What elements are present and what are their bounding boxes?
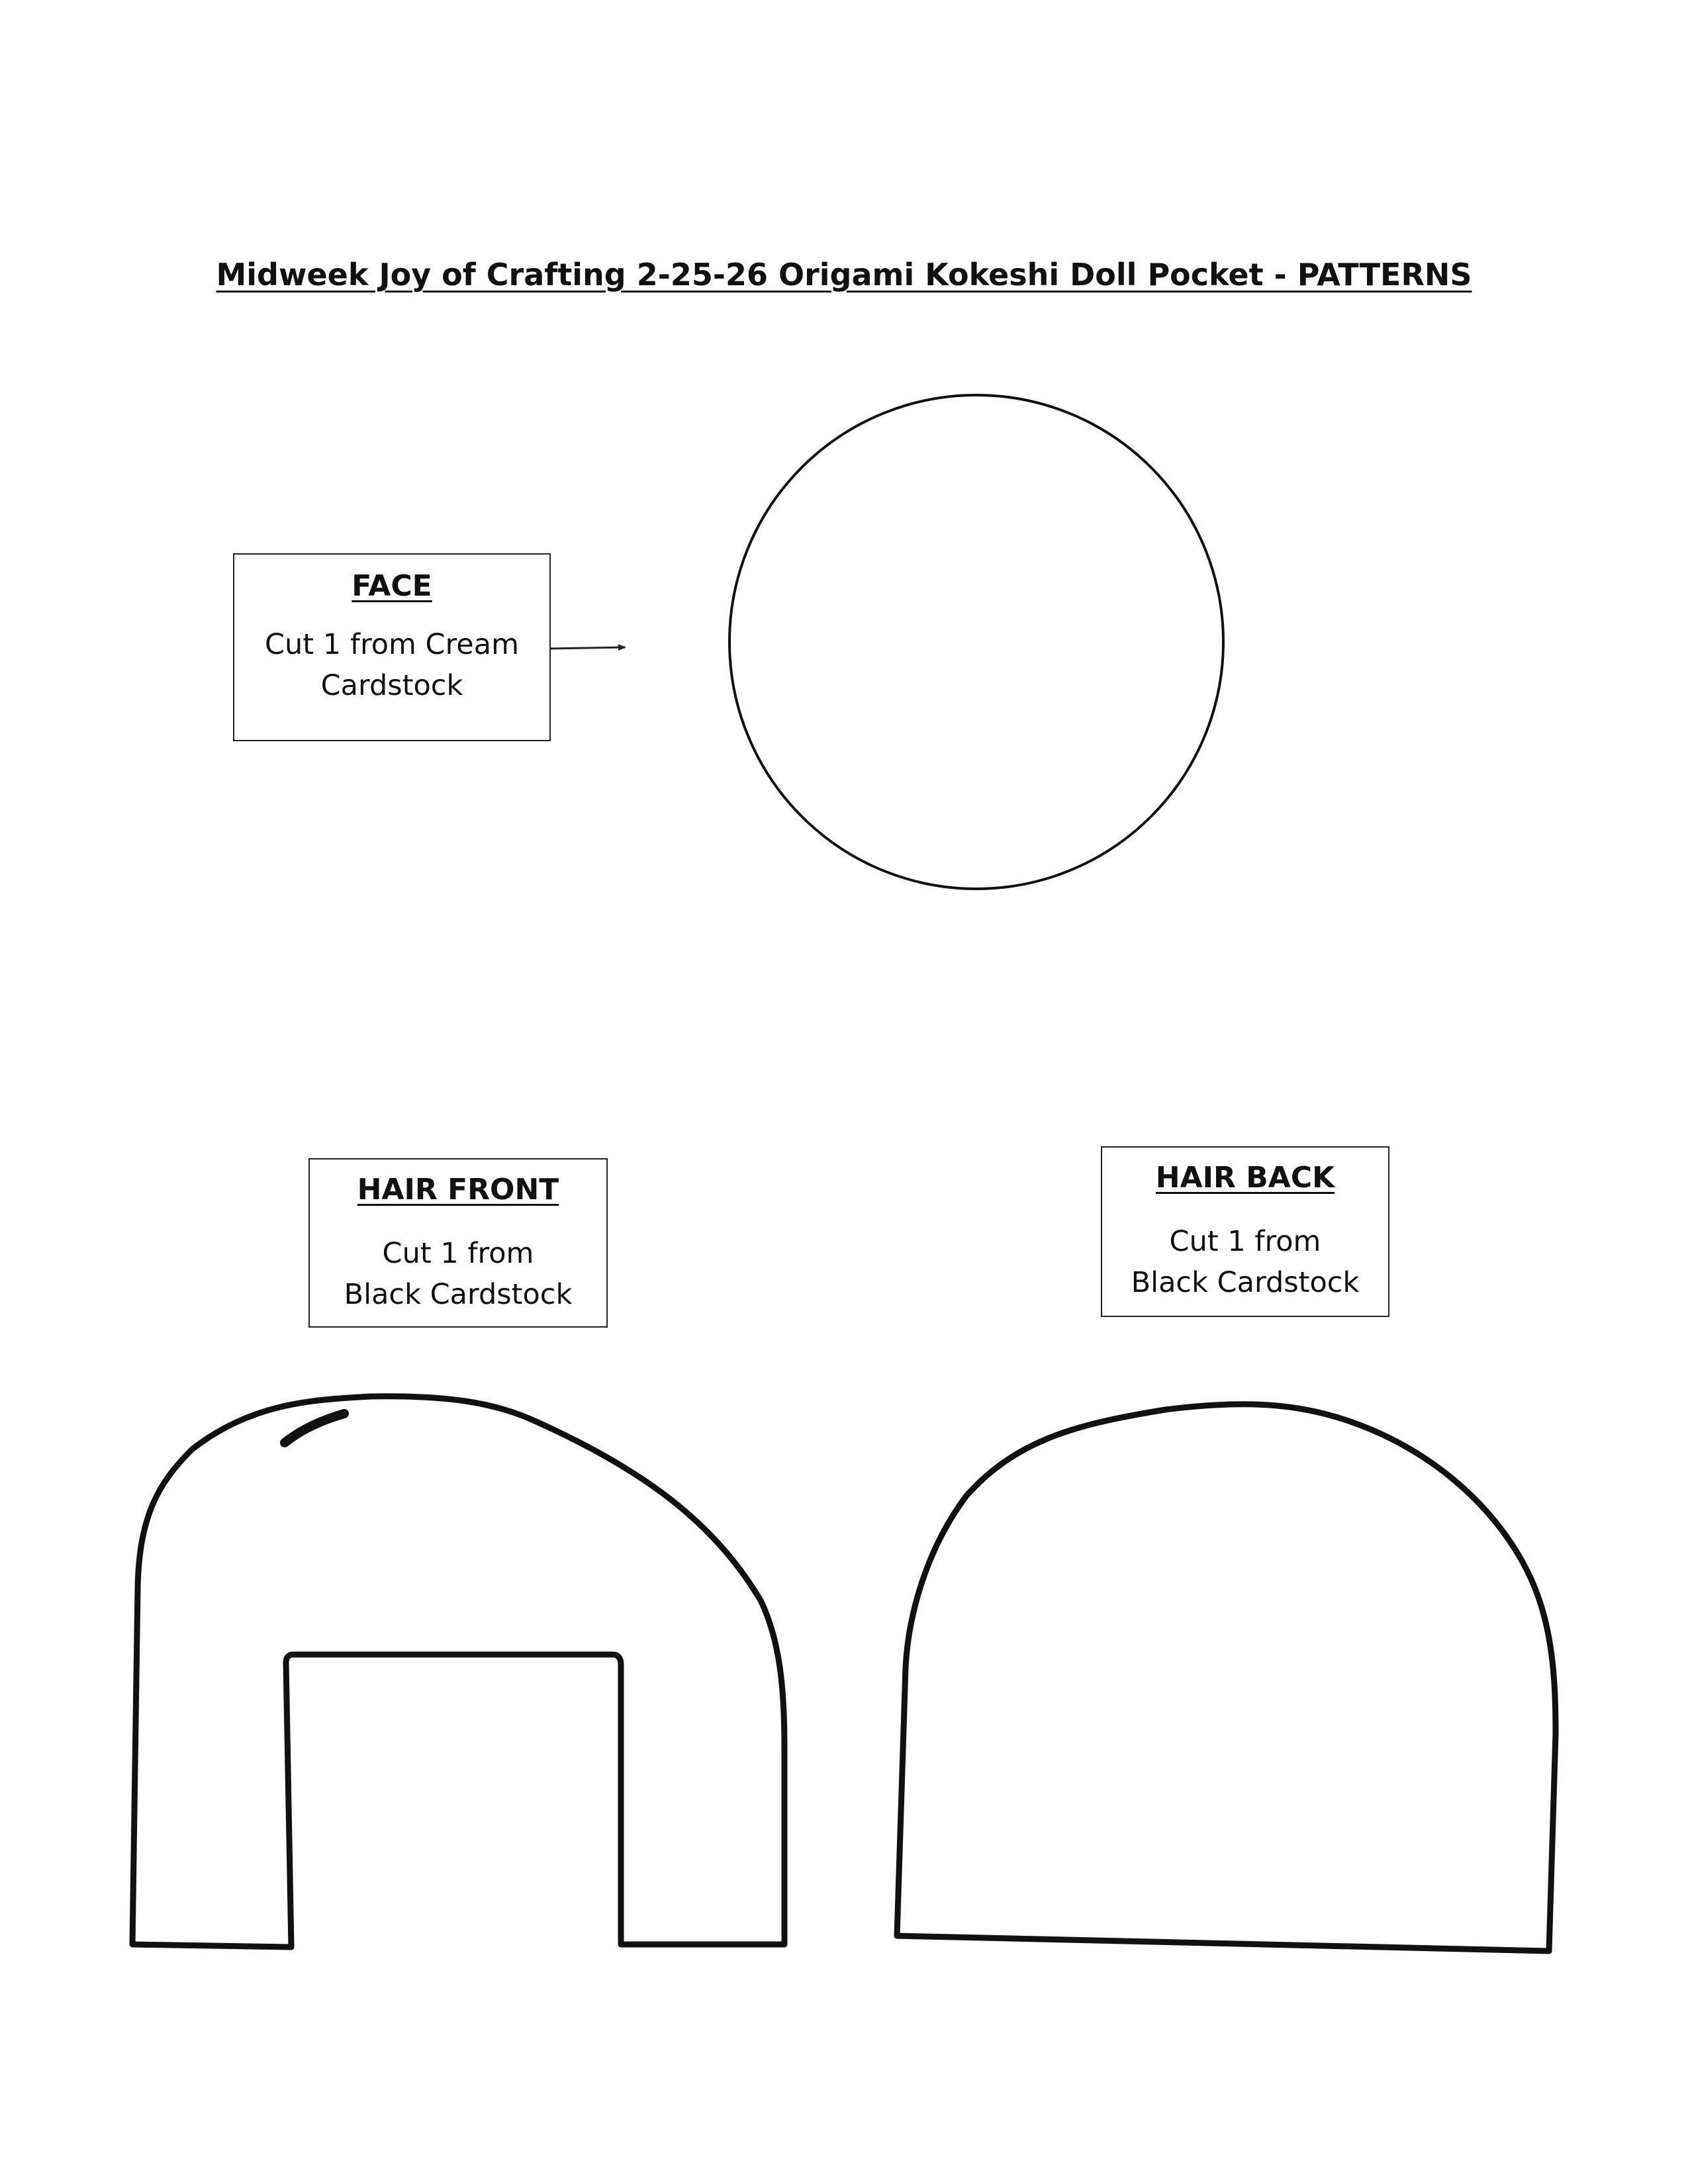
hair-front-label-box — [308, 1158, 608, 1328]
hair-back-label-line2: Black Cardstock — [1131, 1266, 1360, 1299]
face-label-box — [233, 553, 551, 741]
hair-back-label-box — [1101, 1146, 1389, 1317]
face-circle-pattern[interactable] — [729, 395, 1223, 889]
face-label-title: FACE — [352, 569, 432, 603]
hair-front-pattern[interactable] — [132, 1396, 784, 1947]
face-arrow — [551, 647, 625, 649]
hair-back-label-title: HAIR BACK — [1155, 1161, 1335, 1195]
face-label-line1: Cut 1 from Cream — [264, 628, 520, 661]
hair-front-label-title: HAIR FRONT — [357, 1173, 559, 1206]
page-title: Midweek Joy of Crafting 2-25-26 Origami Kokeshi Doll Pocket - PATTERNS — [216, 257, 1472, 293]
hair-front-label-line1: Cut 1 from — [382, 1237, 534, 1270]
hair-front-thick-mark — [285, 1414, 344, 1443]
hair-front-label-line2: Black Cardstock — [344, 1278, 573, 1311]
hair-back-pattern[interactable] — [897, 1404, 1556, 1951]
hair-back-label-line1: Cut 1 from — [1169, 1225, 1321, 1258]
face-label-line2: Cardstock — [320, 669, 463, 702]
